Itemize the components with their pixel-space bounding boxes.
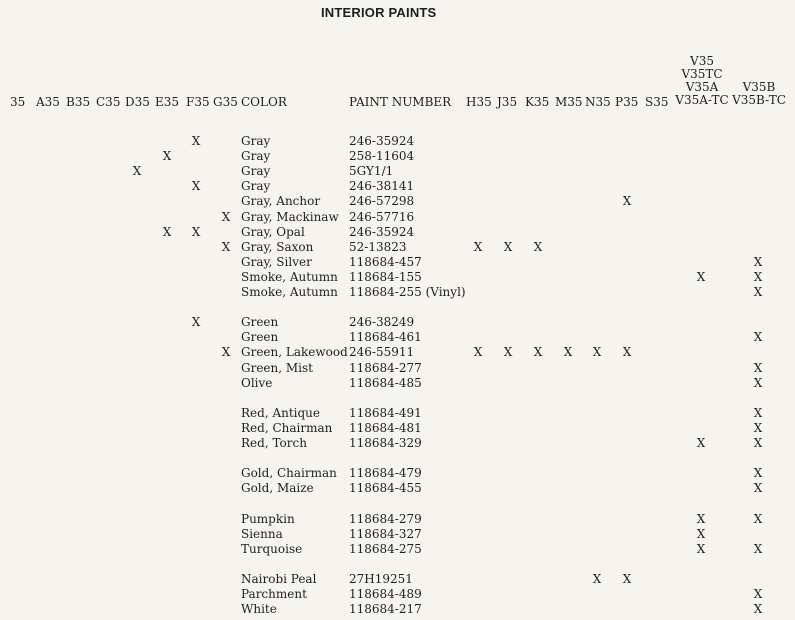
table-row [0, 361, 795, 375]
color-name: Gray, Mackinaw [241, 209, 339, 224]
table-row [0, 225, 795, 239]
table-row [0, 406, 795, 420]
mark-v35b: X [753, 541, 763, 556]
paint-number: 118684-275 [349, 541, 422, 556]
header-d35: D35 [125, 95, 150, 109]
mark-v35b: X [753, 602, 763, 617]
table-row [0, 527, 795, 541]
paint-number: 118684-327 [349, 526, 422, 541]
color-name: Green, Lakewood [241, 345, 348, 360]
paint-number: 246-55911 [349, 345, 415, 360]
mark-v35b: X [753, 330, 763, 345]
table-row [0, 149, 795, 163]
mark-v35b: X [753, 481, 763, 496]
header-paint-number: PAINT NUMBER [349, 95, 452, 109]
mark-v35b: X [753, 254, 763, 269]
header-35: 35 [10, 95, 26, 109]
mark-e35: X [162, 149, 172, 164]
paint-number: 246-38249 [349, 315, 415, 330]
paint-number: 246-35924 [349, 134, 415, 148]
paint-number: 118684-279 [349, 511, 422, 526]
color-name: White [241, 602, 277, 617]
paint-number: 118684-481 [349, 420, 422, 435]
mark-v35b: X [753, 587, 763, 601]
table-row [0, 602, 795, 616]
table-row [0, 255, 795, 269]
table-row [0, 164, 795, 178]
page-title: INTERIOR PAINTS [321, 5, 437, 20]
mark-v35a: X [696, 436, 706, 450]
mark-p35: X [622, 571, 632, 586]
color-name: Gray [241, 134, 271, 148]
color-name: Turquoise [241, 541, 303, 556]
mark-g35: X [221, 239, 231, 254]
header-v35: V35 [690, 54, 714, 68]
mark-f35: X [191, 179, 201, 194]
color-name: Red, Torch [241, 436, 307, 450]
header-e35: E35 [155, 95, 180, 109]
paint-number: 246-38141 [349, 179, 415, 194]
header-n35: N35 [585, 95, 611, 109]
table-row [0, 240, 795, 254]
header-b35: B35 [66, 95, 91, 109]
table-row [0, 179, 795, 193]
paint-number: 118684-329 [349, 436, 422, 450]
paint-number: 118684-489 [349, 587, 422, 601]
table-row [0, 481, 795, 495]
color-name: Green [241, 330, 279, 345]
color-name: Red, Antique [241, 405, 321, 420]
paint-number: 118684-255 (Vinyl) [349, 285, 466, 299]
mark-m35: X [563, 345, 573, 360]
mark-v35b: X [753, 375, 763, 390]
color-name: Sienna [241, 526, 283, 541]
mark-v35a: X [696, 541, 706, 556]
mark-v35a: X [696, 269, 706, 284]
mark-v35b: X [753, 405, 763, 420]
mark-v35a: X [696, 526, 706, 541]
mark-v35b: X [753, 285, 763, 299]
header-a35: A35 [36, 95, 60, 109]
table-row [0, 436, 795, 450]
color-name: Gold, Chairman [241, 466, 337, 481]
paint-number: 118684-217 [349, 602, 422, 617]
color-name: Gray, Opal [241, 224, 305, 239]
color-name: Gray [241, 149, 271, 164]
color-name: Smoke, Autumn [241, 269, 338, 284]
mark-f35: X [191, 134, 201, 148]
mark-n35: X [592, 345, 602, 360]
color-name: Nairobi Peal [241, 571, 317, 586]
color-name: Green, Mist [241, 360, 313, 375]
table-row [0, 421, 795, 435]
header-j35: J35 [497, 95, 518, 109]
mark-f35: X [191, 315, 201, 330]
mark-d35: X [132, 164, 142, 179]
paint-number: 52-13823 [349, 239, 407, 254]
paint-number: 118684-479 [349, 466, 422, 481]
header-v35a-tc: V35A-TC [675, 93, 729, 107]
table-row [0, 512, 795, 526]
color-name: Pumpkin [241, 511, 295, 526]
color-name: Olive [241, 375, 273, 390]
color-name: Gold, Maize [241, 481, 314, 496]
table-row [0, 345, 795, 359]
mark-v35b: X [753, 360, 763, 375]
paint-number: 118684-485 [349, 375, 422, 390]
color-name: Gray, Anchor [241, 194, 321, 209]
table-row [0, 587, 795, 601]
header-s35: S35 [645, 95, 669, 109]
mark-e35: X [162, 224, 172, 239]
header-v35b: V35B [742, 80, 776, 94]
paint-number: 258-11604 [349, 149, 415, 164]
color-name: Parchment [241, 587, 307, 601]
color-name: Green [241, 315, 279, 330]
mark-g35: X [221, 345, 231, 360]
mark-p35: X [622, 194, 632, 209]
color-name: Gray, Silver [241, 254, 312, 269]
header-v35b-tc: V35B-TC [732, 93, 786, 107]
table-row [0, 376, 795, 390]
table-row [0, 315, 795, 329]
paint-number: 118684-491 [349, 405, 422, 420]
header-h35: H35 [466, 95, 492, 109]
header-k35: K35 [525, 95, 550, 109]
header-p35: P35 [615, 95, 639, 109]
paint-number: 118684-155 [349, 269, 422, 284]
mark-v35b: X [753, 269, 763, 284]
table-row [0, 210, 795, 224]
color-name: Gray, Saxon [241, 239, 314, 254]
mark-j35: X [503, 239, 513, 254]
paint-number: 118684-455 [349, 481, 422, 496]
mark-n35: X [592, 571, 602, 586]
header-v35a: V35A [685, 80, 719, 94]
paint-number: 246-57716 [349, 209, 415, 224]
header-v35tc: V35TC [681, 67, 723, 81]
table-row [0, 285, 795, 299]
mark-k35: X [533, 345, 543, 360]
mark-v35b: X [753, 436, 763, 450]
mark-f35: X [191, 224, 201, 239]
header-color: COLOR [241, 95, 287, 109]
color-name: Red, Chairman [241, 420, 333, 435]
paint-number: 5GY1/1 [349, 164, 394, 179]
paint-number: 246-57298 [349, 194, 415, 209]
header-f35: F35 [186, 95, 210, 109]
mark-v35b: X [753, 511, 763, 526]
table-row [0, 194, 795, 208]
mark-j35: X [503, 345, 513, 360]
mark-v35b: X [753, 466, 763, 481]
paint-number: 118684-277 [349, 360, 422, 375]
table-row [0, 466, 795, 480]
header-c35: C35 [96, 95, 121, 109]
table-row [0, 270, 795, 284]
table-row [0, 134, 795, 148]
mark-v35b: X [753, 420, 763, 435]
paint-number: 118684-461 [349, 330, 422, 345]
color-name: Smoke, Autumn [241, 285, 338, 299]
mark-v35a: X [696, 511, 706, 526]
header-m35: M35 [555, 95, 583, 109]
mark-p35: X [622, 345, 632, 360]
paint-number: 118684-457 [349, 254, 422, 269]
table-row [0, 330, 795, 344]
mark-h35: X [473, 239, 483, 254]
mark-h35: X [473, 345, 483, 360]
header-g35: G35 [213, 95, 238, 109]
color-name: Gray [241, 179, 271, 194]
table-row [0, 572, 795, 586]
mark-k35: X [533, 239, 543, 254]
paint-number: 27H19251 [349, 571, 413, 586]
table-row [0, 542, 795, 556]
paint-number: 246-35924 [349, 224, 415, 239]
color-name: Gray [241, 164, 271, 179]
mark-g35: X [221, 209, 231, 224]
